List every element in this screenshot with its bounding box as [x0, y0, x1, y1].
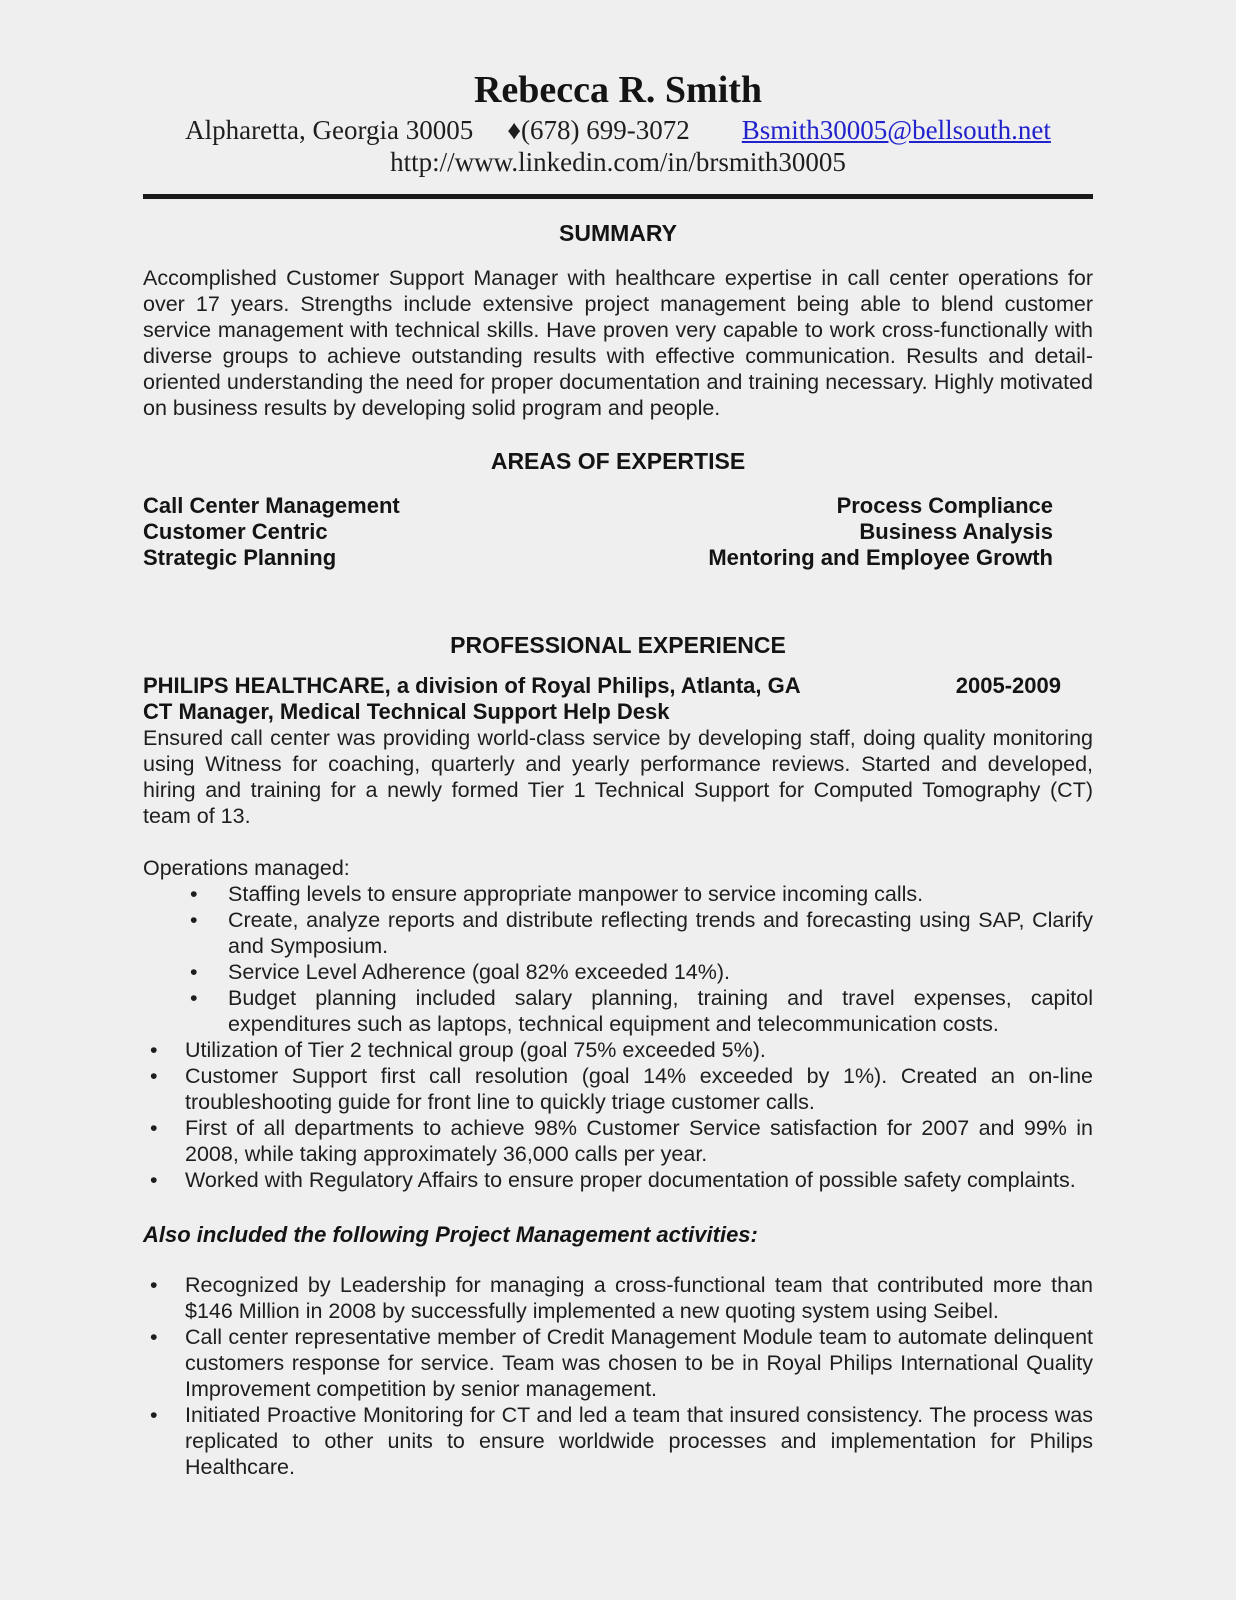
bullet-icon: •	[150, 1038, 158, 1062]
project-activities-heading: Also included the following Project Management activities:	[143, 1222, 758, 1247]
list-item: • Service Level Adherence (goal 82% exceeded 14%).	[190, 960, 730, 984]
list-item: • Staffing levels to ensure appropriate manpower to service incoming calls.	[190, 882, 924, 906]
bullet-icon: •	[190, 960, 198, 984]
contact-phone: (678) 699-3072	[521, 115, 690, 145]
bullet-icon: •	[150, 1116, 158, 1140]
bullet-icon: •	[150, 1325, 158, 1349]
bullet-icon: •	[190, 908, 198, 932]
list-item: • Create, analyze reports and distribute reflecting trends and forecasting using SAP, Clarify and Symposium.	[190, 908, 1093, 958]
job-intro-paragraph: Ensured call center was providing world-class service by developing staff, doing quality monitoring using Witness for coaching, quarterly and yearly performance reviews. Started and developed, hiring and training for a newly formed Tier 1 Technical Support for Computed Tomography (CT) team of 13.	[143, 726, 1093, 828]
bullet-icon: •	[150, 1403, 158, 1427]
skill-item: Business Analysis	[859, 519, 1053, 544]
project-bullet-list	[143, 1272, 1093, 1480]
email-link[interactable]: Bsmith30005@bellsouth.net	[741, 115, 1051, 145]
list-item: • Initiated Proactive Monitoring for CT and led a team that insured consistency. The process was replicated to other units to ensure worldwide processes and implementation for Philips Healthcare.	[150, 1403, 1093, 1479]
bullet-icon: •	[190, 882, 198, 906]
bullet-icon: •	[150, 1168, 158, 1192]
operations-bullet-list	[143, 881, 1093, 1037]
list-item: • First of all departments to achieve 98% Customer Service satisfaction for 2007 and 99% in 2008, while taking approximately 36,000 calls per year.	[150, 1116, 1093, 1166]
list-item: • Call center representative member of Credit Management Module team to automate delinquent customers response for service. Team was chosen to be in Royal Philips International Quality Improvement competition by senior management.	[150, 1325, 1093, 1401]
list-item: • Budget planning included salary planning, training and travel expenses, capitol expenditures such as laptops, technical equipment and telecommunication costs.	[190, 986, 1093, 1036]
linkedin-url: http://www.linkedin.com/in/brsmith30005	[390, 147, 846, 177]
candidate-name: Rebecca R. Smith	[473, 69, 763, 111]
summary-heading: SUMMARY	[559, 220, 677, 246]
company-line: PHILIPS HEALTHCARE, a division of Royal Philips, Atlanta, GA	[143, 673, 801, 698]
skill-item: Process Compliance	[836, 493, 1053, 518]
expertise-left-column	[143, 493, 400, 571]
list-item: • Recognized by Leadership for managing a cross-functional team that contributed more than $146 Million in 2008 by successfully implemented a new quoting system using Seibel.	[150, 1273, 1093, 1323]
skill-item: Strategic Planning	[143, 545, 337, 570]
experience-heading: PROFESSIONAL EXPERIENCE	[450, 632, 786, 658]
skill-item: Customer Centric	[143, 519, 328, 544]
contact-line	[143, 114, 1093, 146]
operations-label: Operations managed:	[143, 856, 350, 880]
job-title-line: CT Manager, Medical Technical Support Help Desk	[143, 699, 670, 724]
summary-paragraph: Accomplished Customer Support Manager with healthcare expertise in call center operations for over 17 years. Strengths include extensive project management being able to blend customer service management with technical skills. Have proven very capable to work cross-functionally with diverse groups to achieve outstanding results with effective communication. Results and detail-oriented understanding the need for proper documentation and training necessary. Highly motivated on business results by developing solid program and people.	[143, 266, 1093, 420]
expertise-columns	[143, 493, 1093, 571]
expertise-heading: AREAS OF EXPERTISE	[490, 448, 746, 474]
contact-location: Alpharetta, Georgia 30005	[185, 115, 474, 145]
achievements-bullet-list	[143, 1037, 1093, 1193]
diamond-icon: ♦	[507, 115, 522, 145]
skill-item: Mentoring and Employee Growth	[708, 545, 1053, 570]
list-item: • Utilization of Tier 2 technical group (goal 75% exceeded 5%).	[150, 1038, 766, 1062]
skill-item: Call Center Management	[143, 493, 400, 518]
job-dates: 2005-2009	[955, 673, 1061, 698]
bullet-icon: •	[150, 1064, 158, 1088]
expertise-right-column	[708, 493, 1093, 571]
header-divider	[143, 194, 1093, 199]
list-item: • Customer Support first call resolution (goal 14% exceeded by 1%). Created an on-line troubleshooting guide for front line to quickly triage customer calls.	[150, 1064, 1093, 1114]
job-header-row	[143, 673, 1093, 699]
list-item: • Worked with Regulatory Affairs to ensure proper documentation of possible safety complaints.	[150, 1168, 1076, 1192]
bullet-icon: •	[150, 1273, 158, 1297]
bullet-icon: •	[190, 986, 198, 1010]
